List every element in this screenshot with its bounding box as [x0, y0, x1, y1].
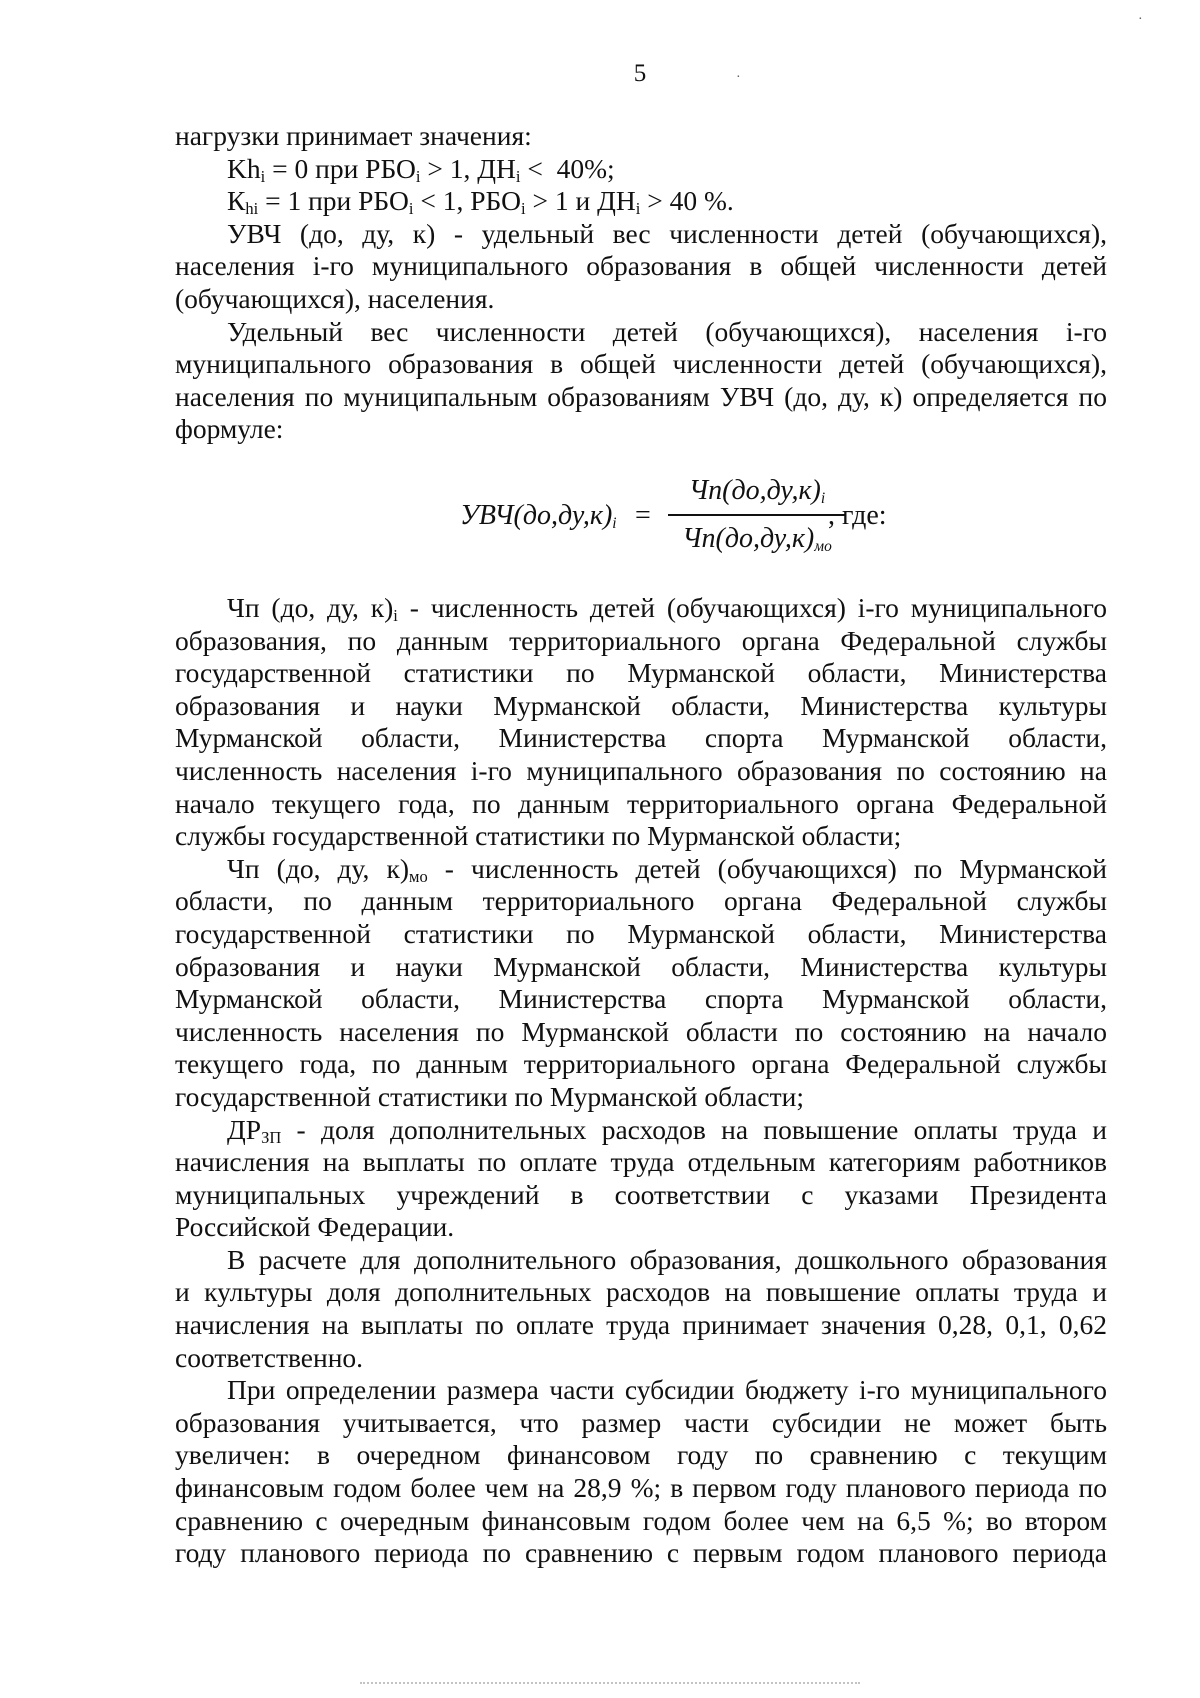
text-line: нагрузки принимает значения: [175, 120, 532, 151]
text-line: муниципального образования в общей численности детей (обучающихся), [175, 348, 1107, 380]
scan-mark: · [1138, 12, 1143, 27]
text-line: образования, по данным территориального органа Федеральной службы [175, 624, 1107, 656]
text-line-chp-i: Чп (до, ду, $к)_i$ - численность детей (обучающихся) i-го муниципального [227, 592, 1107, 626]
text-line: службы государственной статистики по Мурманской области; [175, 820, 902, 852]
text-line: образования учитывается, что размер части субсидии не может быть [175, 1406, 1107, 1438]
text-line: году планового периода по сравнению с первым годом планового периода [175, 1537, 1107, 1569]
text-line-kh0: $Kh_i = 0$ при $РБО_i > 1$, $ДН_i < 40\%$; [227, 152, 615, 186]
text-line: УВЧ (до, ду, к) - удельный вес численности детей (обучающихся), [227, 217, 1107, 249]
text-line: образования и науки Мурманской области, Министерства культуры [175, 950, 1107, 982]
text-line: и культуры доля дополнительных расходов на повышение оплаты труда и [175, 1276, 1107, 1308]
text-line: муниципальных учреждений в соответствии с указами Президента [175, 1178, 1107, 1210]
text-line: увеличен: в очередном финансовом году по сравнению с текущим [175, 1439, 1107, 1471]
text-line: (обучающихся), населения. [175, 282, 495, 314]
text-line: начисления на выплаты по оплате труда принимает значения 0,28, 0,1, 0,62 [175, 1309, 1107, 1341]
page-number: 5 [633, 60, 647, 87]
formula-lhs: $УВЧ(до,ду,к)_i$ [460, 500, 617, 532]
text-line: текущего года, по данным территориального органа Федеральной службы [175, 1048, 1107, 1080]
text-line: формуле: [175, 413, 284, 445]
text-line: образования и науки Мурманской области, Министерства культуры [175, 689, 1107, 721]
text-line: государственной статистики по Мурманской области, Министерства [175, 917, 1107, 949]
formula-numerator: $Чп(до,ду,к)_i$ [688, 475, 826, 507]
text-line: финансовым годом более чем на 28,9 %; в первом году планового периода по [175, 1472, 1107, 1504]
body-text-top [175, 120, 1107, 446]
text-line: численность населения по Мурманской области по состоянию на начало [175, 1015, 1107, 1047]
formula-where: , где: [828, 500, 887, 531]
formula-equals: = [635, 500, 651, 531]
scan-mark: · [736, 70, 741, 85]
text-line: численность населения i-го муниципального образования по состоянию на [175, 754, 1107, 786]
text-line: начисления на выплаты по оплате труда отдельным категориям работников [175, 1146, 1107, 1178]
fraction-bar [668, 514, 846, 516]
text-line: соответственно. [175, 1341, 364, 1373]
text-line: При определении размера части субсидии бюджету i-го муниципального [227, 1374, 1107, 1406]
text-line: сравнению с очередным финансовым годом более чем на 6,5 %; во втором [175, 1504, 1107, 1536]
text-line: В расчете для дополнительного образования, дошкольного образования [227, 1243, 1107, 1275]
text-line: области, по данным территориального органа Федеральной службы [175, 885, 1107, 917]
text-line: населения по муниципальным образованиям УВЧ (до, ду, к) определяется по [175, 380, 1107, 412]
text-line: Российской Федерации. [175, 1211, 455, 1243]
text-line: Мурманской области, Министерства спорта Мурманской области, [175, 983, 1107, 1015]
text-line: государственной статистики по Мурманской области; [175, 1080, 804, 1112]
text-line: Удельный вес численности детей (обучающихся), населения i-го [227, 315, 1107, 347]
text-line: Мурманской области, Министерства спорта Мурманской области, [175, 722, 1107, 754]
text-line: населения i-го муниципального образования в общей численности детей [175, 250, 1107, 282]
footer-scan-dots [360, 1682, 860, 1694]
text-line-chp-mo: Чп (до, ду, $к)_{мо}$ - численность детей (обучающихся) по Мурманской [227, 852, 1107, 886]
text-line: начало текущего года, по данным территориального органа Федеральной [175, 787, 1107, 819]
formula-denominator: $Чп(до,ду,к)_{мо}$ [682, 523, 832, 555]
text-line-kh1: $К_{hi} = 1$ при $РБО_i < 1$, $РБО_i > 1$ и $ДН_i > 40$ %. [227, 185, 734, 219]
formula [460, 470, 960, 570]
body-text-bottom [175, 592, 1107, 1570]
text-line: государственной статистики по Мурманской области, Министерства [175, 657, 1107, 689]
text-line-drzp: $ДР_{ЗП}$ - доля дополнительных расходов на повышение оплаты труда и [227, 1113, 1107, 1147]
